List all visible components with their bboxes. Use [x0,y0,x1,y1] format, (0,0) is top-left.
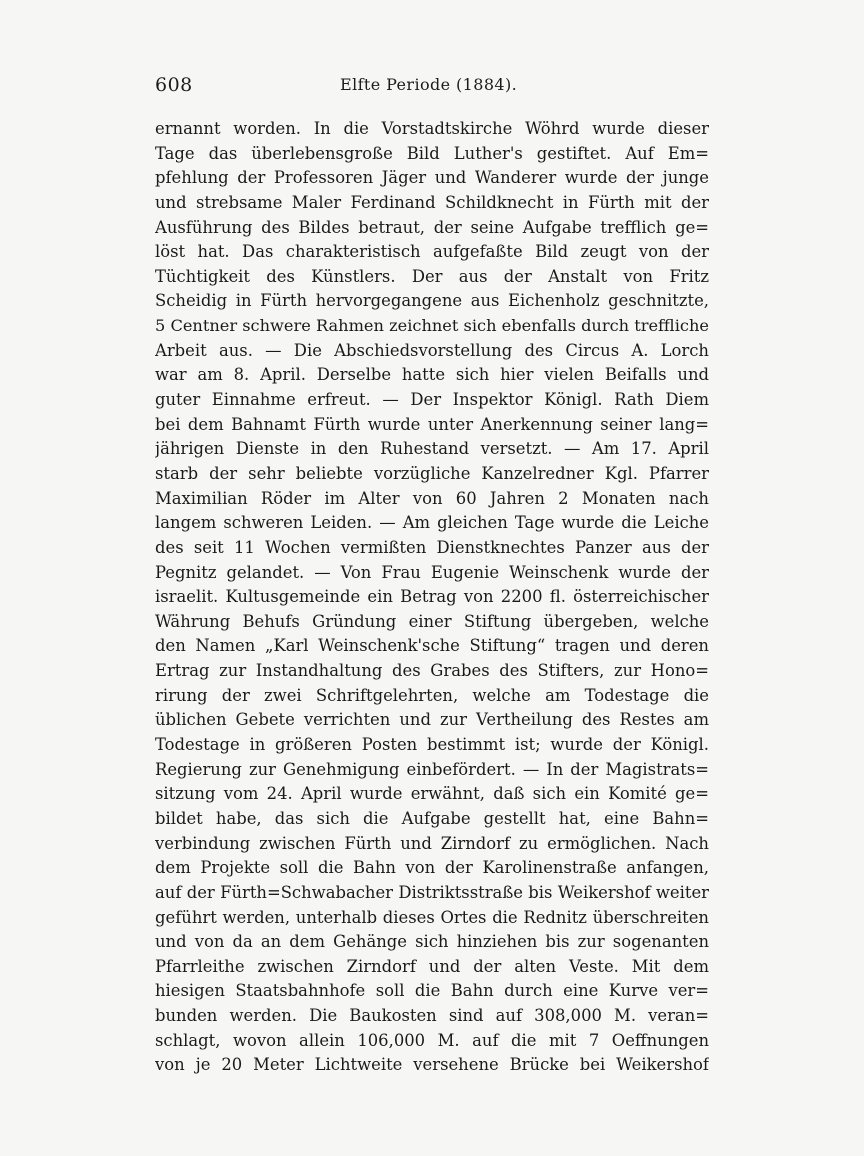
text-line: und von da an dem Gehänge sich hinziehen bis zur sogenanten [155,932,709,952]
text-line: den Namen „Karl Weinschenk'sche Stiftung“ tragen und deren [155,636,709,656]
text-line: Todestage in größeren Posten bestimmt ist; wurde der Königl. [155,735,709,755]
text-line: und strebsame Maler Ferdinand Schildknecht in Fürth mit der [155,192,709,212]
text-line: dem Projekte soll die Bahn von der Karolinenstraße anfangen, [155,858,709,878]
text-line: starb der sehr beliebte vorzügliche Kanzelredner Kgl. Pfarrer [155,463,709,483]
text-line: langem schweren Leiden. — Am gleichen Tage wurde die Leiche [155,513,709,533]
text-line: pfehlung der Professoren Jäger und Wanderer wurde der junge [155,168,709,188]
text-line: bei dem Bahnamt Fürth wurde unter Anerkennung seiner lang= [155,414,709,434]
text-line: guter Einnahme erfreut. — Der Inspektor Königl. Rath Diem [155,390,709,410]
text-line: Scheidig in Fürth hervorgegangene aus Eichenholz geschnitzte, [155,291,709,311]
text-line: jährigen Dienste in den Ruhestand versetzt. — Am 17. April [155,439,709,459]
text-line: war am 8. April. Derselbe hatte sich hier vielen Beifalls und [155,365,709,385]
text-line: Pegnitz gelandet. — Von Frau Eugenie Weinschenk wurde der [155,562,709,582]
text-line: ernannt worden. In die Vorstadtskirche Wöhrd wurde dieser [155,119,709,138]
text-line: Pfarrleithe zwischen Zirndorf und der alten Veste. Mit dem [155,956,709,976]
text-line: hiesigen Staatsbahnhofe soll die Bahn durch eine Kurve ver= [155,981,709,1001]
text-line: Ausführung des Bildes betraut, der seine Aufgabe trefflich ge= [155,217,709,237]
text-line: Tüchtigkeit des Künstlers. Der aus der Anstalt von Fritz [155,266,709,286]
text-line: Regierung zur Genehmigung einbefördert. — In der Magistrats= [155,759,709,779]
text-line: üblichen Gebete verrichten und zur Vertheilung des Restes am [155,710,709,730]
text-line: bildet habe, das sich die Aufgabe gestellt hat, eine Bahn= [155,808,709,828]
text-line: schlagt, wovon allein 106,000 M. auf die mit 7 Oeffnungen [155,1030,709,1050]
text-line: sitzung vom 24. April wurde erwähnt, daß sich ein Komité ge= [155,784,709,804]
page-number: 608 [155,74,193,96]
text-line: löst hat. Das charakteristisch aufgefaßte Bild zeugt von der [155,242,709,262]
text-line: Arbeit aus. — Die Abschiedsvorstellung des Circus A. Lorch [155,340,709,360]
text-line: Währung Behufs Gründung einer Stiftung übergeben, welche [155,611,709,631]
text-line: geführt werden, unterhalb dieses Ortes die Rednitz überschreiten [155,907,709,927]
text-line: Tage das überlebensgroße Bild Luther's gestiftet. Auf Em= [155,143,709,163]
body-text [155,117,709,1078]
text-line: Maximilian Röder im Alter von 60 Jahren 2 Monaten nach [155,488,709,508]
text-line: Ertrag zur Instandhaltung des Grabes des Stifters, zur Hono= [155,661,709,681]
text-line: des seit 11 Wochen vermißten Dienstknechtes Panzer aus der [155,537,709,557]
text-line: rirung der zwei Schriftgelehrten, welche am Todestage die [155,685,709,705]
page-header [155,70,709,100]
text-line: von je 20 Meter Lichtweite versehene Brücke bei Weikershof [155,1055,709,1075]
text-line: verbindung zwischen Fürth und Zirndorf zu ermöglichen. Nach [155,833,709,853]
text-line: israelit. Kultusgemeinde ein Betrag von 2200 fl. österreichischer [155,587,709,607]
running-head: Elfte Periode (1884). [340,75,518,94]
text-line: 5 Centner schwere Rahmen zeichnet sich ebenfalls durch treffliche [155,316,709,336]
text-line: auf der Fürth=Schwabacher Distriktsstraße bis Weikershof weiter [155,882,709,902]
text-line: bunden werden. Die Baukosten sind auf 308,000 M. veran= [155,1006,709,1026]
